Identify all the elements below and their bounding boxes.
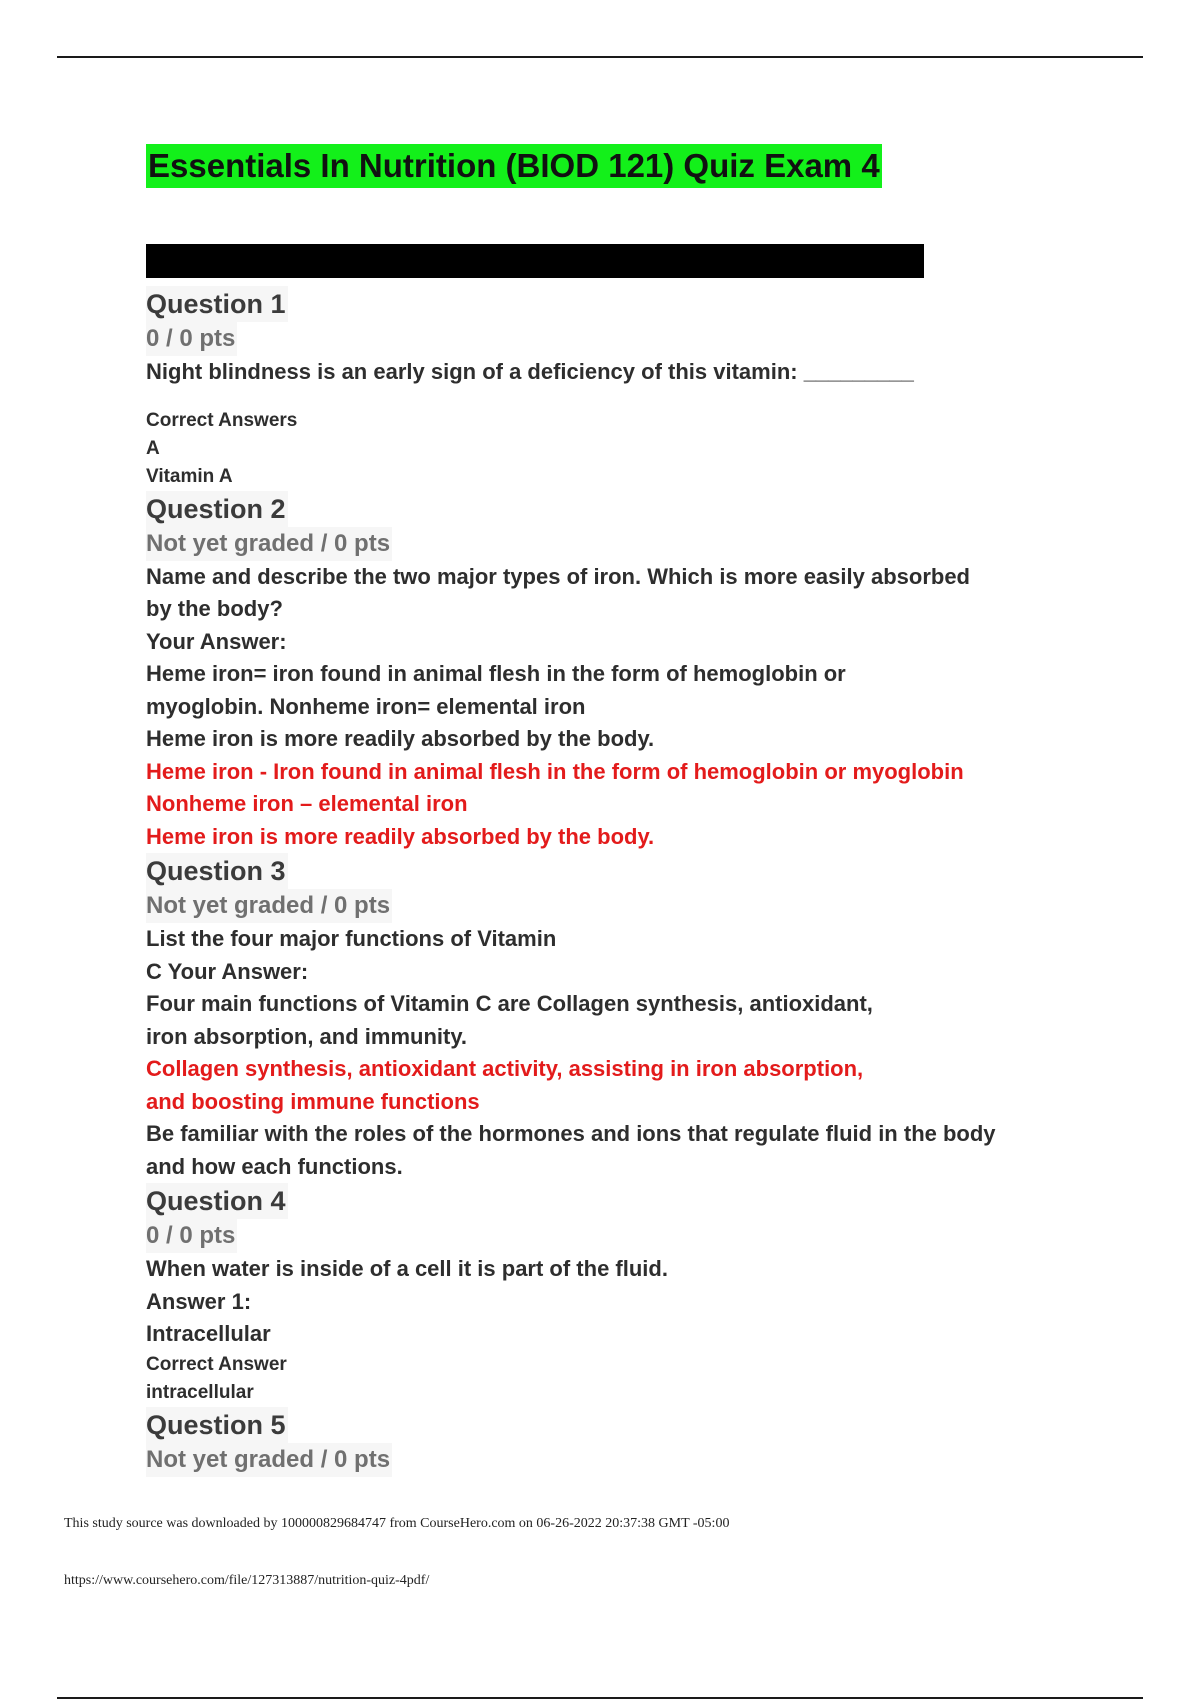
answer-key-line: Heme iron - Iron found in animal flesh in the form of hemoglobin or myoglobin	[146, 758, 964, 784]
correct-answers-label: Correct Answers	[146, 409, 298, 431]
question-heading: Question 3	[146, 853, 288, 889]
question-prompt-line: Name and describe the two major types of iron. Which is more easily absorbed	[146, 563, 970, 589]
question-points: Not yet graded / 0 pts	[146, 1443, 392, 1477]
question-prompt: Night blindness is an early sign of a deficiency of this vitamin: _________	[146, 359, 914, 384]
question-points: Not yet graded / 0 pts	[146, 889, 392, 923]
correct-answer: Vitamin A	[146, 465, 233, 487]
question-heading: Question 5	[146, 1407, 288, 1443]
your-answer-line: Heme iron is more readily absorbed by the body.	[146, 726, 655, 751]
study-note-line: Be familiar with the roles of the hormones and ions that regulate fluid in the body	[146, 1121, 996, 1146]
question-3	[146, 853, 1086, 1183]
top-rule	[57, 56, 1143, 58]
your-answer-line: myoglobin. Nonheme iron= elemental iron	[146, 693, 586, 719]
answer-key-line: Heme iron is more readily absorbed by the body.	[146, 823, 655, 849]
your-answer-label: Your Answer:	[146, 628, 287, 654]
answer-key-line: and boosting immune functions	[146, 1088, 480, 1114]
bottom-rule	[57, 1697, 1143, 1699]
your-answer-line: iron absorption, and immunity.	[146, 1023, 468, 1049]
question-heading: Question 2	[146, 491, 288, 527]
question-4	[146, 1183, 1086, 1407]
answer-label: Answer 1:	[146, 1288, 252, 1314]
answer-key-line: Nonheme iron – elemental iron	[146, 791, 468, 816]
your-answer-line: Heme iron= iron found in animal flesh in the form of hemoglobin or	[146, 661, 846, 686]
question-points: 0 / 0 pts	[146, 322, 237, 356]
document-body	[146, 144, 1086, 1477]
correct-answer-label: Correct Answer	[146, 1353, 287, 1375]
download-source-note: This study source was downloaded by 100000829684747 from CourseHero.com on 06-26-2022 20:37:38 GMT -05:00	[64, 1516, 730, 1531]
study-note-line: and how each functions.	[146, 1153, 403, 1179]
answer-value: Intracellular	[146, 1321, 271, 1346]
question-heading: Question 4	[146, 1183, 288, 1219]
question-heading: Question 1	[146, 286, 288, 322]
question-prompt-line: List the four major functions of Vitamin	[146, 926, 557, 951]
source-url: https://www.coursehero.com/file/127313887/nutrition-quiz-4pdf/	[64, 1573, 430, 1588]
title-row	[146, 144, 1086, 188]
question-5	[146, 1407, 1086, 1477]
question-prompt-line: C Your Answer:	[146, 958, 309, 984]
document-title: Essentials In Nutrition (BIOD 121) Quiz Exam 4	[146, 144, 882, 188]
correct-answer: intracellular	[146, 1381, 254, 1403]
redaction-bar	[146, 244, 924, 278]
question-2	[146, 491, 1086, 854]
question-points: 0 / 0 pts	[146, 1219, 237, 1253]
answer-key-line: Collagen synthesis, antioxidant activity, assisting in iron absorption,	[146, 1056, 864, 1081]
question-prompt-line: by the body?	[146, 596, 283, 621]
question-points: Not yet graded / 0 pts	[146, 527, 392, 561]
question-prompt: When water is inside of a cell it is part of the fluid.	[146, 1256, 668, 1281]
your-answer-line: Four main functions of Vitamin C are Collagen synthesis, antioxidant,	[146, 991, 873, 1016]
question-1	[146, 286, 1086, 491]
correct-answer: A	[146, 437, 160, 459]
